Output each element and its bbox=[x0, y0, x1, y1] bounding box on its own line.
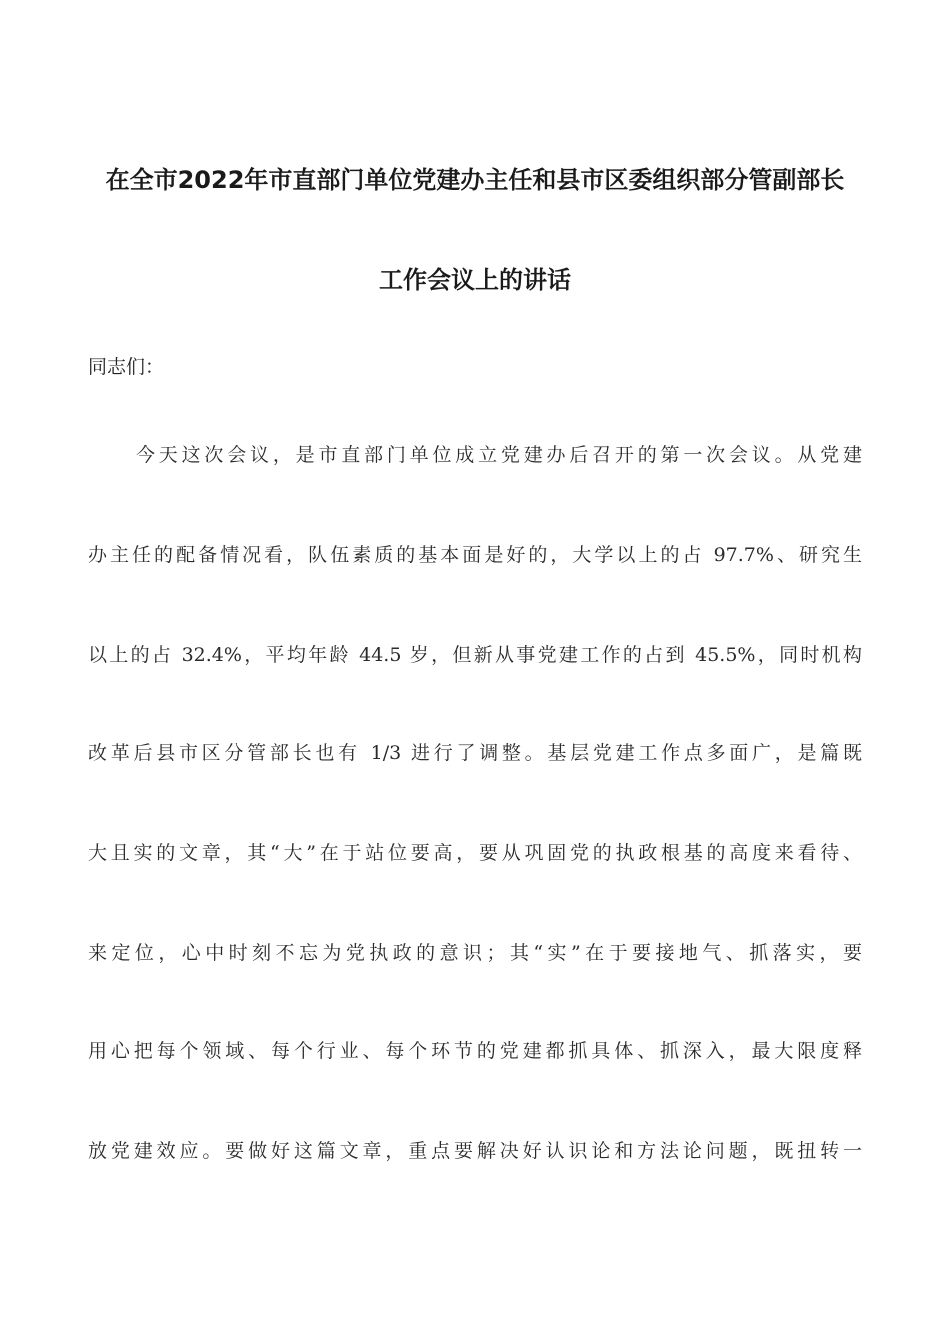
paragraph-line: 用心把每个领域、每个行业、每个环节的党建都抓具体、抓深入，最大限度释 bbox=[88, 1040, 862, 1062]
paragraph-line: 办主任的配备情况看，队伍素质的基本面是好的，大学以上的占 97.7%、研究生 bbox=[88, 544, 862, 566]
paragraph-line: 今天这次会议，是市直部门单位成立党建办后召开的第一次会议。从党建 bbox=[136, 444, 862, 466]
paragraph-line: 以上的占 32.4%，平均年龄 44.5 岁，但新从事党建工作的占到 45.5%，同时机构 bbox=[88, 644, 862, 666]
salutation: 同志们： bbox=[88, 356, 165, 378]
paragraph-line: 来定位，心中时刻不忘为党执政的意识；其“实”在于要接地气、抓落实，要 bbox=[88, 942, 862, 964]
document-title-line-2: 工作会议上的讲话 bbox=[379, 266, 571, 294]
paragraph-line: 大且实的文章，其“大”在于站位要高，要从巩固党的执政根基的高度来看待、 bbox=[88, 842, 862, 864]
document-title-line-1: 在全市2022年市直部门单位党建办主任和县市区委组织部分管副部长 bbox=[105, 166, 845, 194]
paragraph-line: 改革后县市区分管部长也有 1/3 进行了调整。基层党建工作点多面广，是篇既 bbox=[88, 742, 862, 764]
paragraph-line: 放党建效应。要做好这篇文章，重点要解决好认识论和方法论问题，既扭转一 bbox=[88, 1140, 862, 1162]
